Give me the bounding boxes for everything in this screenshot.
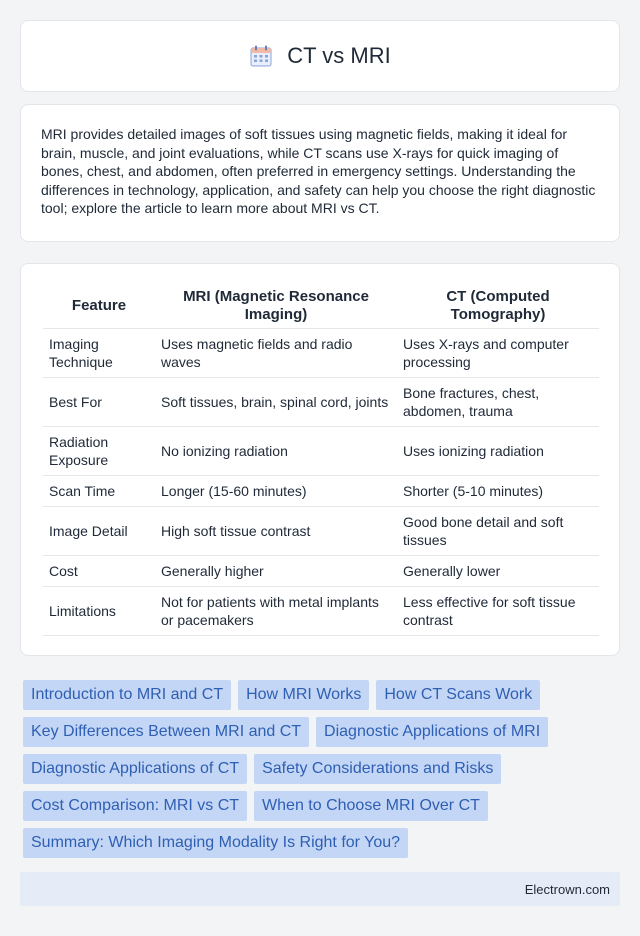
- mri-cell: Not for patients with metal implants or pacemakers: [155, 587, 397, 636]
- mri-cell: Generally higher: [155, 556, 397, 587]
- table-row: [43, 329, 599, 378]
- table-row: [43, 427, 599, 476]
- tag-when-to-choose[interactable]: When to Choose MRI Over CT: [254, 791, 488, 821]
- table-row: [43, 507, 599, 556]
- ct-cell: Less effective for soft tissue contrast: [397, 587, 599, 636]
- feature-cell: Cost: [43, 556, 155, 587]
- mri-cell: Uses magnetic fields and radio waves: [155, 329, 397, 378]
- footer-site-name[interactable]: Electrown.com: [524, 881, 610, 897]
- header-ct: CT (Computed Tomography): [397, 284, 599, 329]
- ct-cell: Uses ionizing radiation: [397, 427, 599, 476]
- mri-cell: High soft tissue contrast: [155, 507, 397, 556]
- calendar-icon: [249, 44, 273, 68]
- table-row: [43, 378, 599, 427]
- ct-cell: Generally lower: [397, 556, 599, 587]
- comparison-table-card: [20, 263, 620, 656]
- ct-cell: Bone fractures, chest, abdomen, trauma: [397, 378, 599, 427]
- topic-tags: [23, 680, 603, 865]
- ct-cell: Uses X-rays and computer processing: [397, 329, 599, 378]
- comparison-table: [43, 284, 599, 636]
- footer: [20, 872, 620, 906]
- header-card: [20, 20, 620, 92]
- table-row: [43, 587, 599, 636]
- feature-cell: Image Detail: [43, 507, 155, 556]
- mri-cell: Soft tissues, brain, spinal cord, joints: [155, 378, 397, 427]
- tag-diagnostic-mri[interactable]: Diagnostic Applications of MRI: [316, 717, 548, 747]
- intro-card: [20, 104, 620, 242]
- feature-cell: Imaging Technique: [43, 329, 155, 378]
- intro-text: MRI provides detailed images of soft tissues using magnetic fields, making it ideal for brain, muscle, and joint evaluations, while CT scans use X-rays for quick imaging of bones, chest, and abdomen, often preferred in emergency settings. Understanding the differences in technology, application, and safety can help you choose the right diagnostic tool; explore the article to learn more about MRI vs CT.: [41, 126, 596, 217]
- feature-cell: Radiation Exposure: [43, 427, 155, 476]
- tag-how-mri-works[interactable]: How MRI Works: [238, 680, 369, 710]
- mri-cell: Longer (15-60 minutes): [155, 476, 397, 507]
- tag-summary[interactable]: Summary: Which Imaging Modality Is Right for You?: [23, 828, 408, 858]
- feature-cell: Limitations: [43, 587, 155, 636]
- table-row: [43, 556, 599, 587]
- ct-cell: Good bone detail and soft tissues: [397, 507, 599, 556]
- tag-key-differences[interactable]: Key Differences Between MRI and CT: [23, 717, 309, 747]
- feature-cell: Scan Time: [43, 476, 155, 507]
- tag-diagnostic-ct[interactable]: Diagnostic Applications of CT: [23, 754, 247, 784]
- page-title: CT vs MRI: [287, 43, 391, 68]
- ct-cell: Shorter (5-10 minutes): [397, 476, 599, 507]
- table-header-row: [43, 284, 599, 329]
- tag-safety[interactable]: Safety Considerations and Risks: [254, 754, 501, 784]
- tag-cost-comparison[interactable]: Cost Comparison: MRI vs CT: [23, 791, 247, 821]
- tag-how-ct-works[interactable]: How CT Scans Work: [376, 680, 540, 710]
- header-feature: Feature: [43, 284, 155, 329]
- table-row: [43, 476, 599, 507]
- feature-cell: Best For: [43, 378, 155, 427]
- mri-cell: No ionizing radiation: [155, 427, 397, 476]
- tag-introduction[interactable]: Introduction to MRI and CT: [23, 680, 231, 710]
- header-mri: MRI (Magnetic Resonance Imaging): [155, 284, 397, 329]
